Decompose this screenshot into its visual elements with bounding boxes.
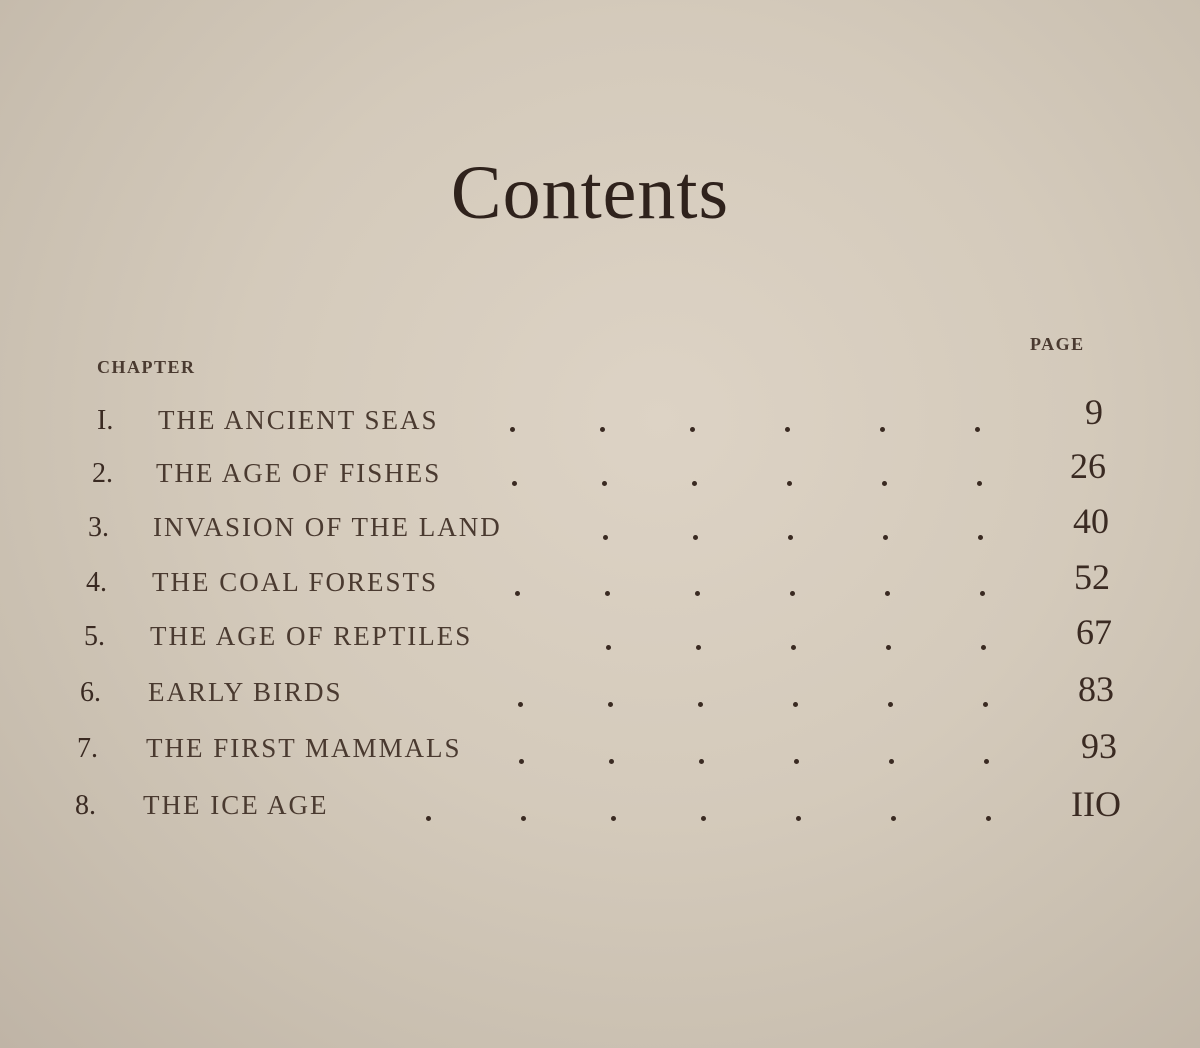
chapter-column-header: CHAPTER xyxy=(97,357,196,377)
chapter-number: 4. xyxy=(86,567,107,598)
leader-dot xyxy=(891,816,896,821)
page-number: IIO xyxy=(1071,784,1121,824)
leader-dot xyxy=(791,645,796,650)
chapter-title: THE FIRST MAMMALS xyxy=(146,733,462,763)
leader-dot xyxy=(886,645,891,650)
toc-entry xyxy=(0,446,1106,498)
leader-dot xyxy=(693,535,698,540)
leader-dot xyxy=(692,481,697,486)
page-column-header: PAGE xyxy=(1030,334,1085,354)
toc-entry xyxy=(0,392,1103,445)
page-number: 26 xyxy=(1070,446,1106,486)
page-number: 93 xyxy=(1081,726,1117,766)
leader-dot xyxy=(519,759,524,764)
leader-dot xyxy=(605,591,610,596)
leader-dot xyxy=(608,702,613,707)
chapter-number: 5. xyxy=(84,621,105,652)
leader-dot xyxy=(880,427,885,432)
chapter-number: 7. xyxy=(77,733,98,764)
chapter-title: THE AGE OF FISHES xyxy=(156,458,442,488)
leader-dot xyxy=(975,427,980,432)
leader-dot xyxy=(515,591,520,596)
leader-dot xyxy=(888,702,893,707)
toc-entry xyxy=(0,784,1121,830)
leader-dot xyxy=(512,481,517,486)
chapter-number: 2. xyxy=(92,458,113,489)
chapter-title: THE ICE AGE xyxy=(143,790,329,820)
leader-dot xyxy=(600,427,605,432)
leader-dot xyxy=(690,427,695,432)
leader-dot xyxy=(699,759,704,764)
leader-dot xyxy=(510,427,515,432)
leader-dot xyxy=(889,759,894,764)
page-number: 83 xyxy=(1078,669,1114,709)
page-number: 40 xyxy=(1073,501,1109,541)
leader-dot xyxy=(794,759,799,764)
leader-dot xyxy=(698,702,703,707)
leader-dot xyxy=(521,816,526,821)
leader-dot xyxy=(882,481,887,486)
leader-dot xyxy=(701,816,706,821)
leader-dot xyxy=(606,645,611,650)
leader-dot xyxy=(790,591,795,596)
leader-dot xyxy=(983,702,988,707)
page-number: 67 xyxy=(1076,612,1112,652)
chapter-number: 3. xyxy=(88,512,109,543)
leader-dot xyxy=(981,645,986,650)
chapter-number: 8. xyxy=(75,790,96,821)
leader-dot xyxy=(609,759,614,764)
chapter-title: THE AGE OF REPTILES xyxy=(150,621,473,651)
leader-dot xyxy=(977,481,982,486)
leader-dot xyxy=(602,481,607,486)
page-number: 9 xyxy=(1085,392,1103,432)
leader-dot xyxy=(518,702,523,707)
chapter-title: THE COAL FORESTS xyxy=(152,567,439,597)
leader-dot xyxy=(603,535,608,540)
chapter-number: 6. xyxy=(80,677,101,708)
leader-dot xyxy=(986,816,991,821)
leader-dot xyxy=(885,591,890,596)
page-title: Contents xyxy=(450,151,730,235)
page-number: 52 xyxy=(1074,557,1110,597)
toc-entry xyxy=(0,669,1114,717)
leader-dot xyxy=(426,816,431,821)
toc-entry xyxy=(0,612,1112,661)
leader-dot xyxy=(787,481,792,486)
chapter-title: INVASION OF THE LAND xyxy=(153,512,502,542)
leader-dot xyxy=(984,759,989,764)
leader-dot xyxy=(611,816,616,821)
leader-dot xyxy=(796,816,801,821)
chapter-title: THE ANCIENT SEAS xyxy=(158,405,439,435)
toc-entry xyxy=(0,726,1117,773)
leader-dot xyxy=(788,535,793,540)
toc-entry xyxy=(0,557,1110,607)
leader-dot xyxy=(785,427,790,432)
chapter-number: I. xyxy=(97,405,114,436)
leader-dot xyxy=(978,535,983,540)
chapter-title: EARLY BIRDS xyxy=(148,677,343,707)
leader-dot xyxy=(695,591,700,596)
leader-dot xyxy=(696,645,701,650)
leader-dot xyxy=(980,591,985,596)
toc-entry xyxy=(0,501,1109,552)
leader-dot xyxy=(883,535,888,540)
leader-dot xyxy=(793,702,798,707)
